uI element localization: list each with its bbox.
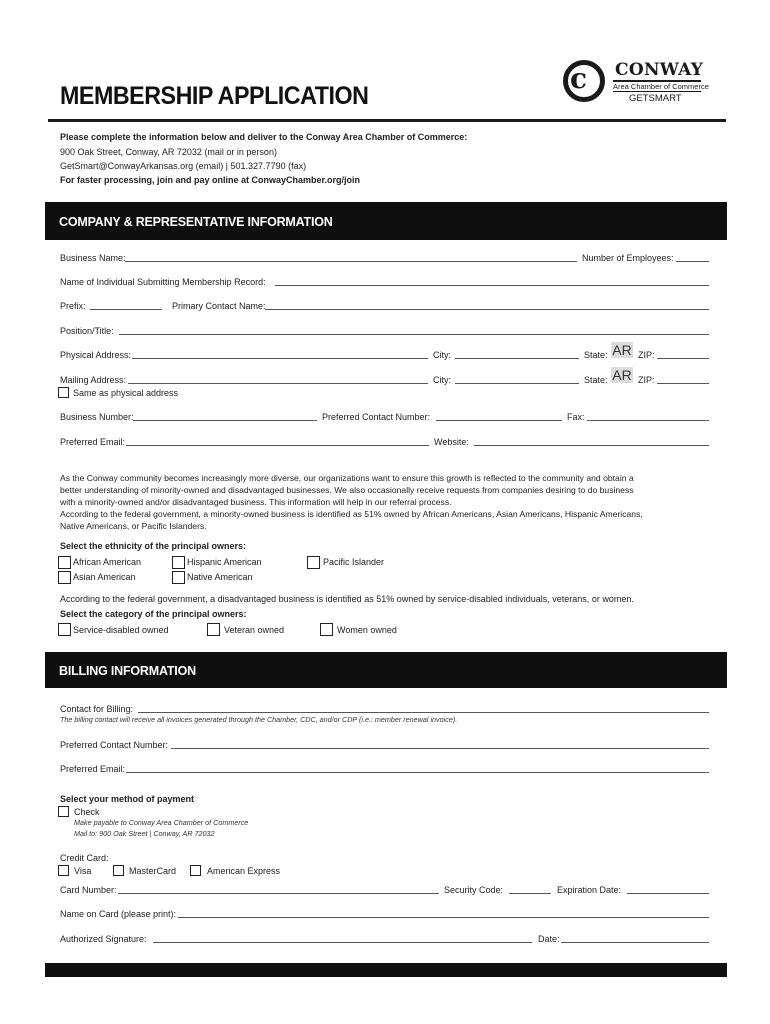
- mailing-city-label: City:: [433, 375, 451, 385]
- billing-contact-number-field[interactable]: [171, 740, 709, 749]
- women-owned-checkbox[interactable]: [320, 623, 333, 636]
- business-number-field[interactable]: [133, 412, 317, 421]
- business-name-label: Business Name:: [60, 253, 126, 263]
- billing-email-label: Preferred Email:: [60, 764, 126, 774]
- mastercard-label: MasterCard: [129, 866, 177, 876]
- preferred-contact-number-label: Preferred Contact Number:: [322, 412, 431, 422]
- veteran-owned-label: Veteran owned: [224, 625, 285, 635]
- intro-line-3: GetSmart@ConwayArkansas.org (email) | 501.327.7790 (fax): [60, 161, 307, 171]
- header-divider: [48, 119, 726, 122]
- mailing-zip-field[interactable]: [657, 375, 709, 384]
- prefix-label: Prefix:: [60, 301, 86, 311]
- company-section-header: [45, 202, 727, 240]
- primary-contact-label: Primary Contact Name:: [172, 301, 266, 311]
- mastercard-checkbox[interactable]: [113, 865, 124, 876]
- card-number-field[interactable]: [118, 885, 439, 894]
- logo-tagline: GETSMART: [629, 93, 682, 104]
- ethnicity-heading: Select the ethnicity of the principal owners:: [60, 541, 247, 551]
- company-section-title: COMPANY & REPRESENTATIVE INFORMATION: [59, 215, 333, 229]
- mailing-state-label: State:: [584, 375, 608, 385]
- website-label: Website:: [434, 437, 469, 447]
- diversity-line-2: better understanding of minority-owned and disadvantaged businesses. We also occasionally receive requests from companies desiring to do business: [60, 485, 634, 495]
- billing-contact-field[interactable]: [138, 704, 709, 713]
- signature-label: Authorized Signature:: [60, 934, 147, 944]
- same-as-physical-label: Same as physical address: [73, 388, 179, 398]
- visa-label: Visa: [74, 866, 92, 876]
- prefix-field[interactable]: [90, 301, 162, 310]
- logo-subtitle: Area Chamber of Commerce: [613, 82, 709, 91]
- credit-card-label: Credit Card:: [60, 853, 109, 863]
- page-title: MEMBERSHIP APPLICATION: [60, 82, 369, 110]
- same-as-physical-checkbox[interactable]: [58, 387, 69, 398]
- date-field[interactable]: [561, 934, 709, 943]
- mailing-zip-label: ZIP:: [638, 375, 655, 385]
- mailing-city-field[interactable]: [455, 375, 579, 384]
- amex-label: American Express: [207, 866, 281, 876]
- visa-checkbox[interactable]: [58, 865, 69, 876]
- payment-method-heading: Select your method of payment: [60, 794, 195, 804]
- check-payable-note: Make payable to Conway Area Chamber of Commerce: [74, 818, 249, 827]
- intro-line-2: 900 Oak Street, Conway, AR 72032 (mail or in person): [60, 147, 277, 157]
- individual-field[interactable]: [275, 277, 709, 286]
- business-number-label: Business Number:: [60, 412, 134, 422]
- amex-checkbox[interactable]: [190, 865, 201, 876]
- footer-bar: [45, 963, 727, 977]
- logo-name: CONWAY: [615, 60, 704, 80]
- card-number-label: Card Number:: [60, 885, 117, 895]
- diversity-line-3: with a minority-owned and/or disadvantaged business. This information will help in our referral process.: [60, 497, 452, 507]
- billing-email-field[interactable]: [126, 764, 709, 773]
- native-american-checkbox[interactable]: [172, 571, 185, 584]
- check-mail-note: Mail to: 900 Oak Street | Conway, AR 72032: [74, 829, 215, 838]
- name-on-card-label: Name on Card (please print):: [60, 909, 177, 919]
- mailing-address-label: Mailing Address:: [60, 375, 127, 385]
- preferred-email-label: Preferred Email:: [60, 437, 126, 447]
- service-disabled-label: Service-disabled owned: [73, 625, 169, 635]
- individual-label: Name of Individual Submitting Membership Record:: [60, 277, 266, 287]
- date-label: Date:: [538, 934, 560, 944]
- pacific-islander-label: Pacific Islander: [323, 557, 385, 567]
- physical-zip-field[interactable]: [657, 350, 709, 359]
- business-name-field[interactable]: [125, 253, 577, 262]
- billing-contact-label: Contact for Billing:: [60, 704, 134, 714]
- num-employees-label: Number of Employees:: [582, 253, 674, 263]
- primary-contact-field[interactable]: [265, 301, 709, 310]
- billing-contact-number-label: Preferred Contact Number:: [60, 740, 169, 750]
- signature-field[interactable]: [153, 934, 532, 943]
- asian-american-label: Asian American: [73, 572, 136, 582]
- hispanic-american-checkbox[interactable]: [172, 556, 185, 569]
- intro-line-4: For faster processing, join and pay online at ConwayChamber.org/join: [60, 175, 361, 185]
- logo-c-letter: c: [570, 62, 588, 95]
- billing-section-title: BILLING INFORMATION: [59, 664, 196, 678]
- fax-field[interactable]: [587, 412, 709, 421]
- african-american-label: African American: [73, 557, 142, 567]
- physical-address-label: Physical Address:: [60, 350, 132, 360]
- category-heading: Select the category of the principal owners:: [60, 609, 247, 619]
- asian-american-checkbox[interactable]: [58, 571, 71, 584]
- preferred-contact-number-field[interactable]: [436, 412, 562, 421]
- service-disabled-checkbox[interactable]: [58, 623, 71, 636]
- check-checkbox[interactable]: [58, 806, 69, 817]
- intro-line-1: Please complete the information below and deliver to the Conway Area Chamber of Commerce:: [60, 132, 468, 142]
- diversity-line-5: Native Americans, or Pacific Islanders.: [60, 521, 207, 531]
- physical-state-label: State:: [584, 350, 608, 360]
- billing-contact-note: The billing contact will receive all invoices generated through the Chamber, CDC, and/or CDP (i.e.: member renewal invoice).: [60, 715, 458, 724]
- conway-chamber-logo: [563, 58, 713, 108]
- preferred-email-field[interactable]: [126, 437, 429, 446]
- african-american-checkbox[interactable]: [58, 556, 71, 569]
- website-field[interactable]: [474, 437, 709, 446]
- mailing-address-field[interactable]: [128, 375, 428, 384]
- position-label: Position/Title:: [60, 326, 114, 336]
- physical-zip-label: ZIP:: [638, 350, 655, 360]
- name-on-card-field[interactable]: [178, 909, 709, 918]
- veteran-owned-checkbox[interactable]: [207, 623, 220, 636]
- physical-state-field[interactable]: AR: [612, 342, 632, 358]
- mailing-state-field[interactable]: AR: [612, 367, 632, 383]
- pacific-islander-checkbox[interactable]: [307, 556, 320, 569]
- security-code-field[interactable]: [509, 885, 551, 894]
- position-field[interactable]: [119, 326, 709, 335]
- billing-section-header: [45, 652, 727, 688]
- security-code-label: Security Code:: [444, 885, 504, 895]
- num-employees-field[interactable]: [676, 253, 709, 262]
- physical-city-field[interactable]: [455, 350, 579, 359]
- fax-label: Fax:: [567, 412, 585, 422]
- women-owned-label: Women owned: [337, 625, 397, 635]
- disadvantaged-text: According to the federal government, a disadvantaged business is identified as 51% owned by service-disabled individuals, veterans, or women.: [60, 594, 634, 604]
- check-label: Check: [74, 807, 100, 817]
- hispanic-american-label: Hispanic American: [187, 557, 262, 567]
- logo-rule-2: [613, 91, 701, 92]
- diversity-line-4: According to the federal government, a minority-owned business is identified as 51% owned by African Americans, Asian Americans, Hispanic Americans,: [60, 509, 643, 519]
- diversity-line-1: As the Conway community becomes increasingly more diverse, our organizations want to ensure this growth is reflected to the community and obtain a: [60, 473, 634, 483]
- physical-city-label: City:: [433, 350, 451, 360]
- physical-address-field[interactable]: [132, 350, 428, 359]
- expiration-field[interactable]: [627, 885, 709, 894]
- expiration-label: Expiration Date:: [557, 885, 622, 895]
- native-american-label: Native American: [187, 572, 253, 582]
